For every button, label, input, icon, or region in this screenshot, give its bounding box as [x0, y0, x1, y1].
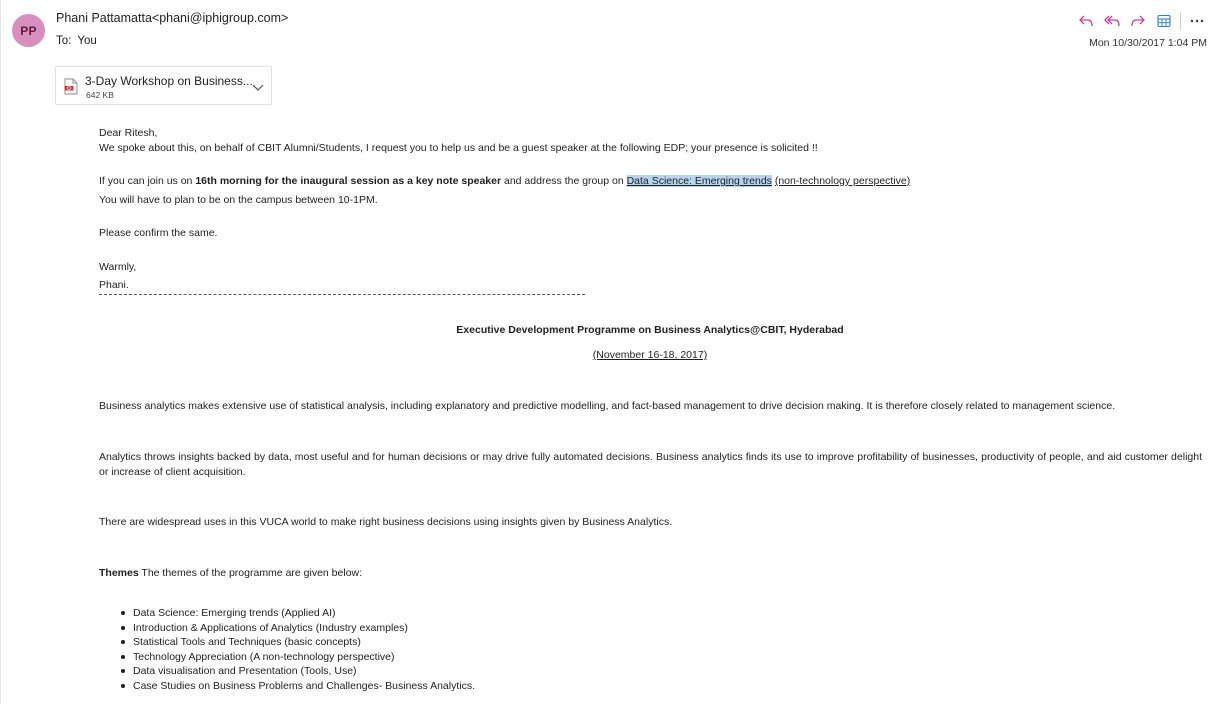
list-item: Introduction & Applications of Analytics (Industry examples) — [133, 621, 475, 636]
invitation-bold-text: 16th morning for the inaugural session as a key note speaker — [195, 175, 502, 187]
list-item: Data visualisation and Presentation (Tools, Use) — [133, 664, 475, 679]
invitation-text-b: and address the group on — [501, 175, 627, 187]
topic-highlight-link[interactable]: Data Science: Emerging trends — [626, 175, 772, 187]
more-actions-button[interactable] — [1184, 10, 1210, 32]
avatar-initials: PP — [20, 23, 37, 38]
forward-button[interactable] — [1125, 10, 1151, 32]
attachment-card[interactable] — [55, 66, 272, 105]
attachment-size: 642 KB — [86, 90, 114, 100]
list-item: Technology Appreciation (A non-technology perspective) — [133, 650, 475, 665]
pdf-file-icon — [64, 78, 78, 95]
greeting: Dear Ritesh, — [99, 127, 158, 139]
themes-label: Themes — [99, 567, 139, 579]
intro-line: We spoke about this, on behalf of CBIT Alumni/Students, I request you to help us and be a guest speaker at the following EDP; your presence is solicited !! — [99, 142, 818, 154]
recipient-name[interactable]: You — [77, 35, 97, 47]
calendar-grid-icon — [1157, 14, 1171, 28]
dashed-divider — [99, 294, 585, 295]
themes-intro: The themes of the programme are given below: — [138, 567, 363, 579]
message-toolbar — [1073, 10, 1210, 32]
sender-avatar[interactable] — [12, 14, 45, 47]
to-label: To: — [56, 35, 72, 47]
paragraph-analytics-insights: Analytics throws insights backed by data, most useful and for human decisions or may drive fully automated decisions. Business analytics finds its use to improve profitability of businesses, productivity of people, and aid customer delight or increase of client acquisition. — [99, 451, 1202, 478]
reply-all-button[interactable] — [1099, 10, 1125, 32]
message-date: Mon 10/30/2017 1:04 PM — [1089, 37, 1207, 49]
paragraph-vuca: There are widespread uses in this VUCA world to make right business decisions using insights given by Business Analytics. — [99, 516, 673, 528]
paragraph-analytics-overview: Business analytics makes extensive use of statistical analysis, including explanatory and predictive modelling, and fact-based management to drive decision making. It is therefore closely related to management science. — [99, 400, 1116, 412]
more-icon — [1189, 18, 1205, 24]
list-item: Case Studies on Business Problems and Challenges- Business Analytics. — [133, 679, 476, 692]
invitation-line — [99, 174, 910, 188]
themes-heading — [99, 566, 362, 580]
programme-title: Executive Development Programme on Business Analytics@CBIT, Hyderabad — [456, 324, 844, 336]
confirm-line: Please confirm the same. — [99, 227, 218, 239]
sender-name[interactable]: Phani Pattamatta<phani@iphigroup.com> — [56, 11, 289, 25]
attachment-name: 3-Day Workshop on Business... — [85, 74, 253, 88]
reply-icon — [1078, 14, 1094, 28]
reply-all-icon — [1104, 14, 1120, 28]
list-item: Statistical Tools and Techniques (basic concepts) — [133, 635, 475, 650]
toolbar-separator — [1180, 12, 1181, 30]
calendar-button[interactable] — [1151, 10, 1177, 32]
topic-perspective-link[interactable]: (non-technology perspective) — [774, 175, 911, 187]
themes-list — [133, 606, 475, 694]
chevron-down-icon[interactable] — [251, 80, 265, 94]
forward-icon — [1130, 14, 1146, 28]
list-item: Data Science: Emerging trends (Applied AI) — [133, 606, 475, 621]
invitation-text-a: If you can join us on — [99, 175, 196, 187]
signature: Phani. — [99, 279, 129, 291]
signoff: Warmly, — [99, 261, 137, 273]
reply-button[interactable] — [1073, 10, 1099, 32]
timing-line: You will have to plan to be on the campus between 10-1PM. — [99, 194, 378, 206]
recipient-line — [56, 35, 97, 47]
programme-dates: (November 16-18, 2017) — [592, 349, 708, 361]
